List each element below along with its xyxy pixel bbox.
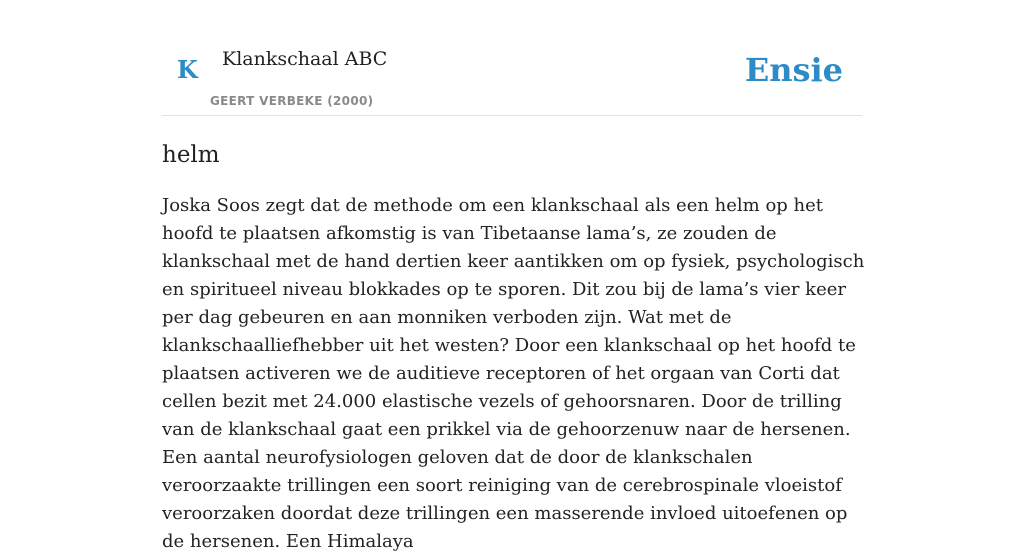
book-title-link[interactable]: Klankschaal ABC: [222, 48, 388, 70]
book-header: [162, 0, 862, 116]
entry-paragraph: Joska Soos zegt dat de methode om een klankschaal als een helm op het hoofd te plaatsen afkomstig is van Tibetaanse lama’s, ze zouden de klankschaal met de hand dertien keer aantikken om op fysiek, psychologisch en spiritueel niveau blokkades op te sporen. Dit zou bij de lama’s vier keer per dag gebeuren en aan monniken verboden zijn. Wat met de klankschaalliefhebber uit het westen? Door een klankschaal op het hoofd te plaatsen activeren we de auditieve receptoren of het orgaan van Corti dat cellen bezit met 24.000 elastische vezels of gehoorsnaren. Door de trilling van de klankschaal gaat een prikkel via de gehoorzenuw naar de hersenen.: [162, 195, 865, 440]
book-author: GEERT VERBEKE (2000): [210, 94, 374, 108]
entry-paragraph: Een aantal neurofysiologen geloven dat de door de klankschalen veroorzaakte trillingen een soort reiniging van de cerebrospinale vloeistof veroorzaken doordat deze trillingen een masserende invloed uitoefenen op de hersenen. Een Himalaya: [162, 447, 848, 552]
ensie-logo[interactable]: Ensie: [744, 51, 843, 89]
entry-body: [162, 192, 867, 556]
book-logo[interactable]: K: [177, 55, 198, 84]
entry-title: helm: [162, 142, 220, 168]
